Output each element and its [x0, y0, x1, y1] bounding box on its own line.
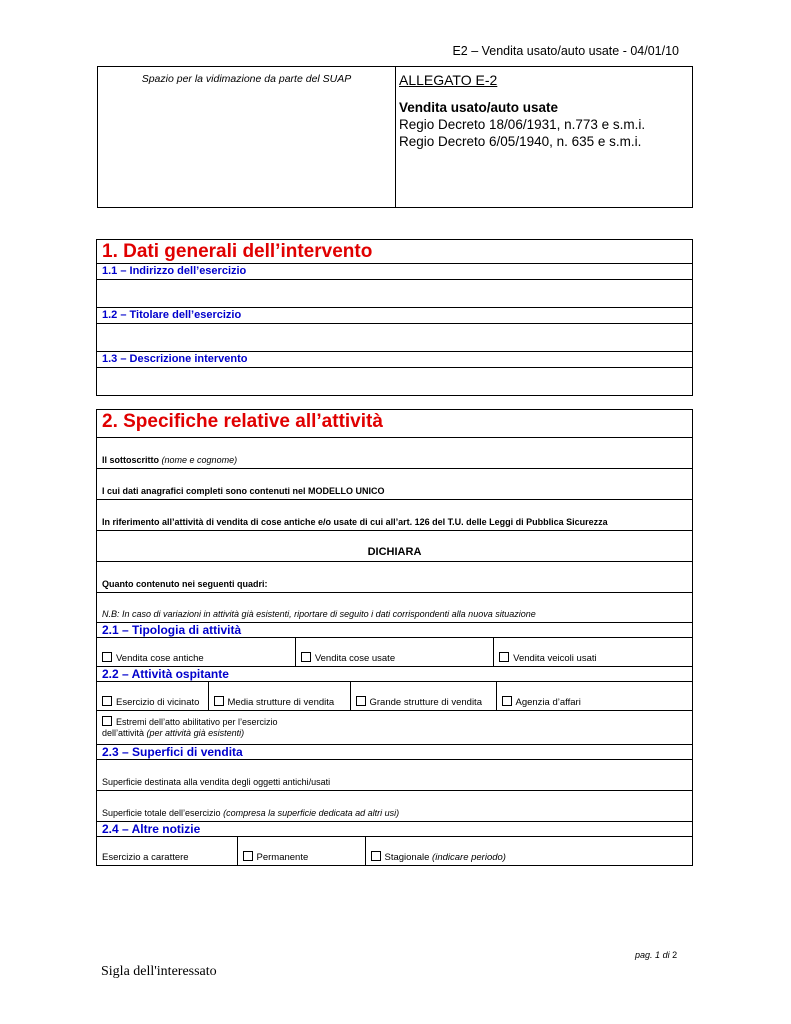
sub-heading-2-3: 2.3 – Superfici di vendita [97, 745, 693, 760]
sub-heading-2-4: 2.4 – Altre notizie [97, 822, 693, 837]
section-1-table [96, 239, 693, 396]
section-2-title: 2. Specifiche relative all’attività [97, 410, 693, 438]
page-number: pag. 1 di 2 [635, 950, 678, 960]
signature-label: Sigla dell'interessato [101, 964, 217, 979]
checkbox-icon[interactable] [102, 716, 112, 726]
dichiara-heading: DICHIARA [97, 531, 693, 562]
superficie-totale: Superficie totale dell’esercizio [102, 808, 221, 818]
suap-note: Spazio per la vidimazione da parte del SUAP [141, 73, 352, 85]
checkbox-icon[interactable] [371, 851, 381, 861]
sub-heading-1-2: 1.2 – Titolare dell’esercizio [97, 308, 693, 324]
option-media-strutture[interactable]: Media strutture di vendita [208, 682, 350, 710]
checkbox-icon[interactable] [102, 652, 112, 662]
owner-field[interactable] [97, 324, 693, 352]
sub-heading-1-1: 1.1 – Indirizzo dell’esercizio [97, 264, 693, 280]
estremi-line-2: dell’attività [102, 728, 145, 738]
page-header: E2 – Vendita usato/auto usate - 04/01/10 [452, 44, 679, 58]
suap-stamp-area [98, 67, 396, 208]
nb-note: N.B: In caso di variazioni in attività già esistenti, riportare di seguito i dati corrispondenti alla nuova situazione [97, 593, 693, 623]
checkbox-icon[interactable] [102, 696, 112, 706]
carattere-row [97, 837, 693, 866]
tipologia-row [97, 638, 693, 667]
superficie-destinata[interactable]: Superficie destinata alla vendita degli oggetti antichi/usati [97, 760, 693, 791]
checkbox-icon[interactable] [502, 696, 512, 706]
riferimento-text: In riferimento all’attività di vendita di cose antiche e/o usate di cui all’art. 126 del T.U. delle Leggi di Pubblica Sicurezza [97, 500, 693, 531]
option-vendita-cose-usate[interactable]: Vendita cose usate [295, 638, 493, 666]
allegato-box [396, 67, 693, 208]
option-grande-strutture[interactable]: Grande strutture di vendita [350, 682, 496, 710]
option-vendita-veicoli-usati[interactable]: Vendita veicoli usati [494, 638, 692, 666]
checkbox-icon[interactable] [214, 696, 224, 706]
decree-2: Regio Decreto 6/05/1940, n. 635 e s.m.i. [399, 134, 642, 149]
option-vendita-cose-antiche[interactable]: Vendita cose antiche [97, 638, 295, 666]
description-field[interactable] [97, 368, 693, 396]
superficie-totale-hint: (compresa la superficie dedicata ad altri usi) [223, 808, 400, 818]
option-stagionale[interactable]: Stagionale (indicare periodo) [365, 837, 692, 865]
address-field[interactable] [97, 280, 693, 308]
quanto-text: Quanto contenuto nei seguenti quadri: [97, 562, 693, 593]
carattere-label: Esercizio a carattere [102, 852, 189, 863]
decree-1: Regio Decreto 18/06/1931, n.773 e s.m.i. [399, 117, 646, 132]
option-permanente[interactable]: Permanente [237, 837, 365, 865]
checkbox-icon[interactable] [243, 851, 253, 861]
estremi-row[interactable] [97, 711, 693, 745]
checkbox-icon[interactable] [301, 652, 311, 662]
superficie-totale-row[interactable] [97, 791, 693, 822]
sottoscritto-row[interactable] [97, 438, 693, 469]
estremi-hint: (per attività già esistenti) [146, 728, 245, 738]
section-1-title: 1. Dati generali dell’intervento [97, 240, 693, 264]
sottoscritto-label: Il sottoscritto [102, 455, 160, 465]
allegato-subtitle: Vendita usato/auto usate [399, 100, 559, 115]
option-esercizio-vicinato[interactable]: Esercizio di vicinato [97, 682, 208, 710]
sub-heading-1-3: 1.3 – Descrizione intervento [97, 352, 693, 368]
checkbox-icon[interactable] [499, 652, 509, 662]
sub-heading-2-2: 2.2 – Attività ospitante [97, 667, 693, 682]
sub-heading-2-1: 2.1 – Tipologia di attività [97, 623, 693, 638]
top-box [97, 66, 693, 208]
estremi-line-1: Estremi dell’atto abilitativo per l’esercizio [116, 717, 278, 727]
dati-anagrafici: I cui dati anagrafici completi sono contenuti nel MODELLO UNICO [97, 469, 693, 500]
checkbox-icon[interactable] [356, 696, 366, 706]
section-2-table [96, 409, 693, 866]
option-agenzia-affari[interactable]: Agenzia d’affari [496, 682, 692, 710]
allegato-title: ALLEGATO E-2 [399, 72, 498, 88]
sottoscritto-hint: (nome e cognome) [161, 455, 238, 465]
ospitante-row [97, 682, 693, 711]
